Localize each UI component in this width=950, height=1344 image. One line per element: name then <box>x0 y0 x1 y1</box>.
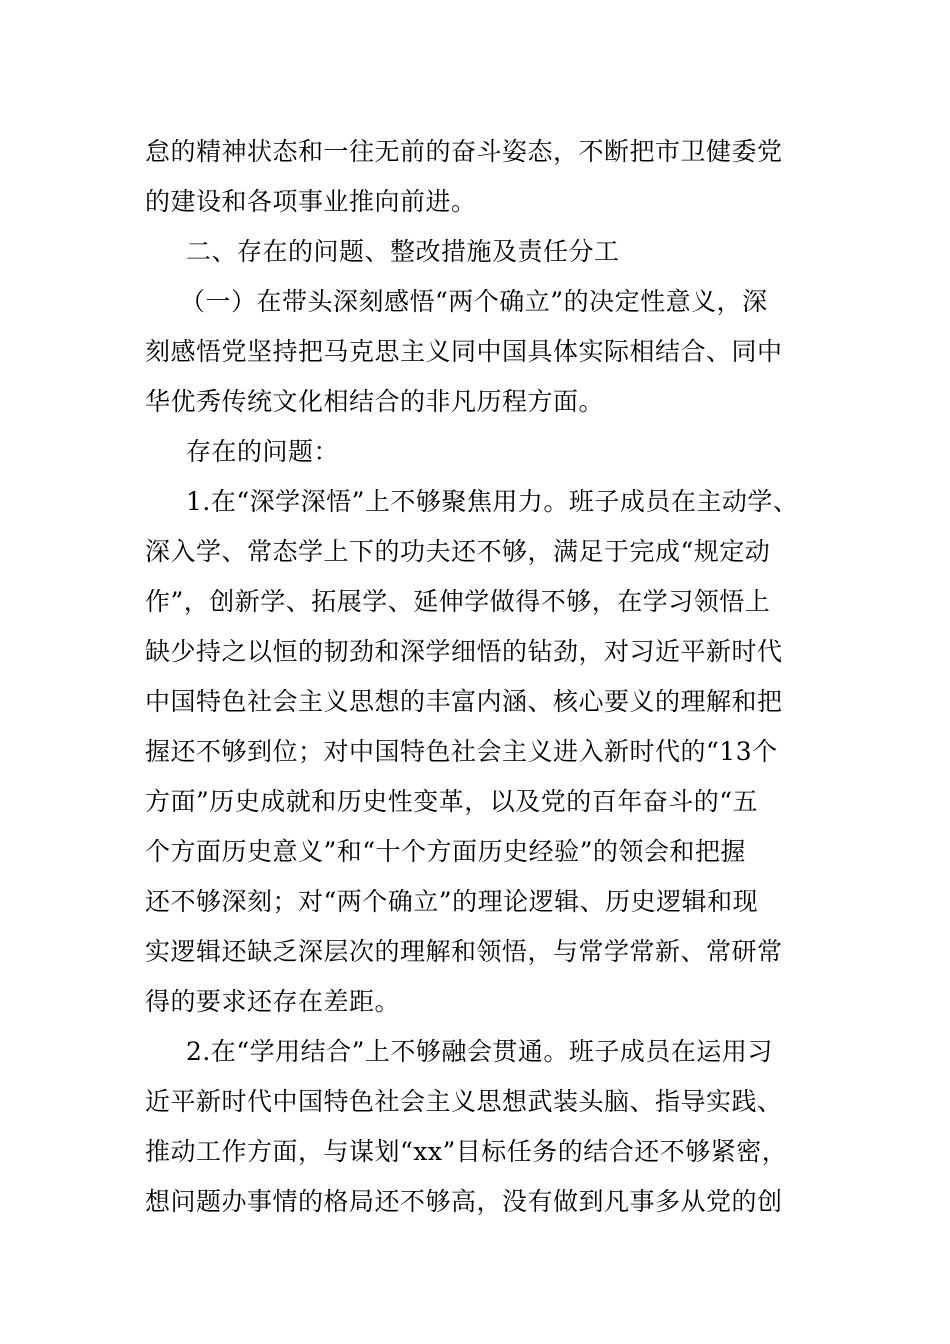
paragraph-line: 中国特色社会主义思想的丰富内涵、核心要义的理解和把 <box>145 687 783 716</box>
paragraph-line: 怠的精神状态和一往无前的奋斗姿态，不断把市卫健委党 <box>145 137 783 166</box>
paragraph-line: 推动工作方面，与谋划“xx”目标任务的结合还不够紧密， <box>145 1137 788 1166</box>
paragraph-line: 还不够深刻；对“两个确立”的理论逻辑、历史逻辑和现 <box>145 887 759 916</box>
paragraph-line: 2.在“学用结合”上不够融会贯通。班子成员在运用习 <box>186 1037 773 1066</box>
paragraph-line: 刻感悟党坚持把马克思主义同中国具体实际相结合、同中 <box>145 337 783 366</box>
problems-heading: 存在的问题： <box>186 437 340 466</box>
paragraph-line: 个方面历史意义”和“十个方面历史经验”的领会和把握 <box>145 837 746 866</box>
paragraph-line: 华优秀传统文化相结合的非凡历程方面。 <box>145 387 605 416</box>
paragraph-line: 1.在“深学深悟”上不够聚焦用力。班子成员在主动学、 <box>186 487 799 516</box>
paragraph-line: 想问题办事情的格局还不够高，没有做到凡事多从党的创 <box>145 1187 783 1216</box>
paragraph-line: 作”，创新学、拓展学、延伸学做得不够，在学习领悟上 <box>145 587 771 616</box>
paragraph-line: 深入学、常态学上下的功夫还不够，满足于完成“规定动 <box>145 537 771 566</box>
paragraph-line: 缺少持之以恒的韧劲和深学细悟的钻劲，对习近平新时代 <box>145 637 783 666</box>
paragraph-line: 的建设和各项事业推向前进。 <box>145 187 477 216</box>
paragraph-line: 得的要求还存在差距。 <box>145 987 401 1016</box>
section-heading: 二、存在的问题、整改措施及责任分工 <box>186 237 620 266</box>
subsection-heading: （一）在带头深刻感悟“两个确立”的决定性意义，深 <box>180 287 768 316</box>
paragraph-line: 近平新时代中国特色社会主义思想武装头脑、指导实践、 <box>145 1087 783 1116</box>
paragraph-line: 握还不够到位；对中国特色社会主义进入新时代的“13个 <box>145 737 778 766</box>
paragraph-line: 方面”历史成就和历史性变革，以及党的百年奋斗的“五 <box>145 787 759 816</box>
paragraph-line: 实逻辑还缺乏深层次的理解和领悟，与常学常新、常研常 <box>145 937 783 966</box>
